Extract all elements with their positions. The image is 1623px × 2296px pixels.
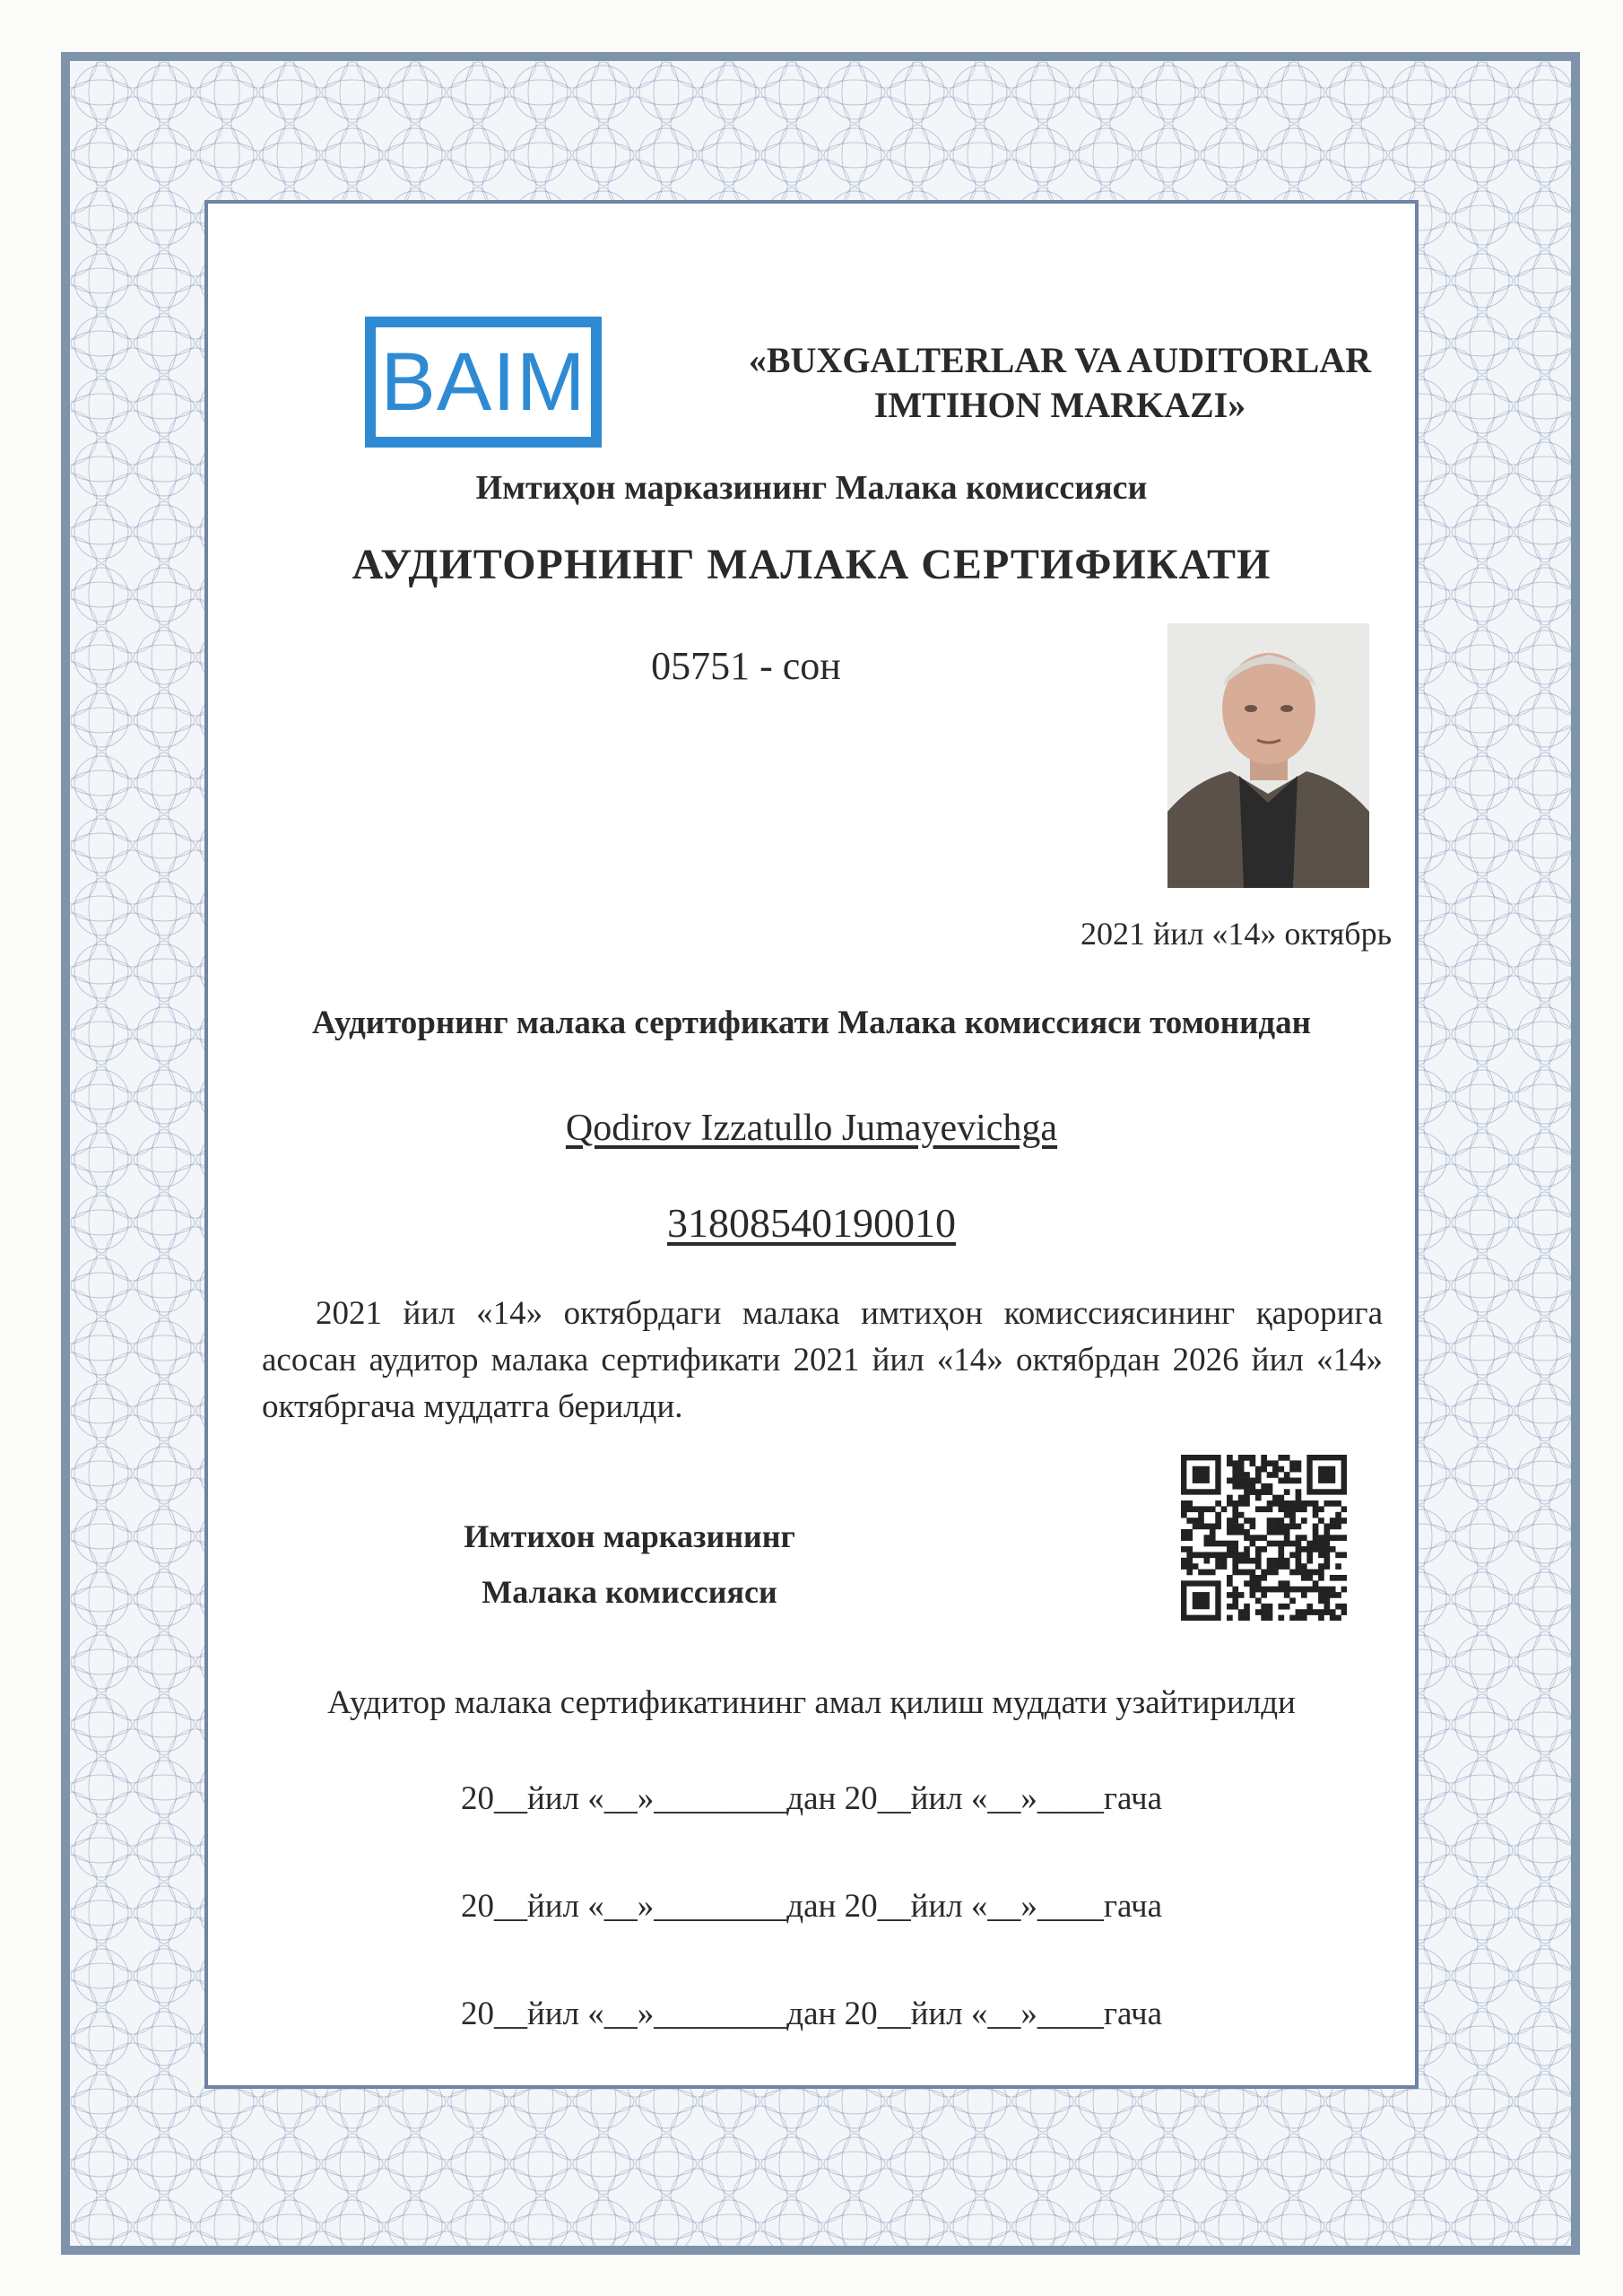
certificate-body-text: 2021 йил «14» октябрдаги малака имтиҳон комиссиясининг қарорига асосан аудитор малака сертификати 2021 йил «14» октябрдан 2026 йил «14» октябргача муддатга берилди. xyxy=(262,1295,1383,1425)
commission-heading: Имтиҳон марказининг Малака комиссияси xyxy=(475,469,1148,507)
extension-row-3: 20__йил «__»________дан 20__йил «__»____гача xyxy=(460,1996,1163,2032)
organization-name xyxy=(710,338,1410,428)
signature-block xyxy=(378,1509,881,1620)
certificate-title: АУДИТОРНИНГ МАЛАКА СЕРТИФИКАТИ xyxy=(352,541,1271,588)
holder-name: Qodirov Izzatullo Jumayevichga xyxy=(565,1108,1058,1149)
baim-logo xyxy=(365,317,602,448)
org-name-line1: «BUXGALTERLAR VA AUDITORLAR xyxy=(748,340,1372,380)
logo-text: BAIM xyxy=(380,335,586,428)
extension-row-1: 20__йил «__»________дан 20__йил «__»____гача xyxy=(460,1780,1163,1817)
holder-photo xyxy=(1167,623,1369,888)
registration-number: 31808540190010 xyxy=(667,1200,956,1246)
issue-date: 2021 йил «14» октябрь xyxy=(1080,916,1392,952)
qr-code xyxy=(1181,1455,1347,1621)
extension-row-2: 20__йил «__»________дан 20__йил «__»____гача xyxy=(460,1888,1163,1925)
qr-code-image xyxy=(1181,1455,1347,1621)
org-name-line2: IMTIHON MARKAZI» xyxy=(873,385,1246,425)
certificate-content-area xyxy=(204,200,1419,2089)
issued-by-text: Аудиторнинг малака сертификати Малака комиссияси томонидан xyxy=(312,1004,1311,1041)
certificate-number: 05751 - сон xyxy=(651,644,841,688)
extension-heading: Аудитор малака сертификатининг амал қилиш муддати узайтирилди xyxy=(327,1684,1296,1721)
portrait-image xyxy=(1167,623,1369,888)
signature-line1: Имтихон марказининг xyxy=(464,1518,795,1554)
signature-line2: Малака комиссияси xyxy=(482,1574,777,1610)
